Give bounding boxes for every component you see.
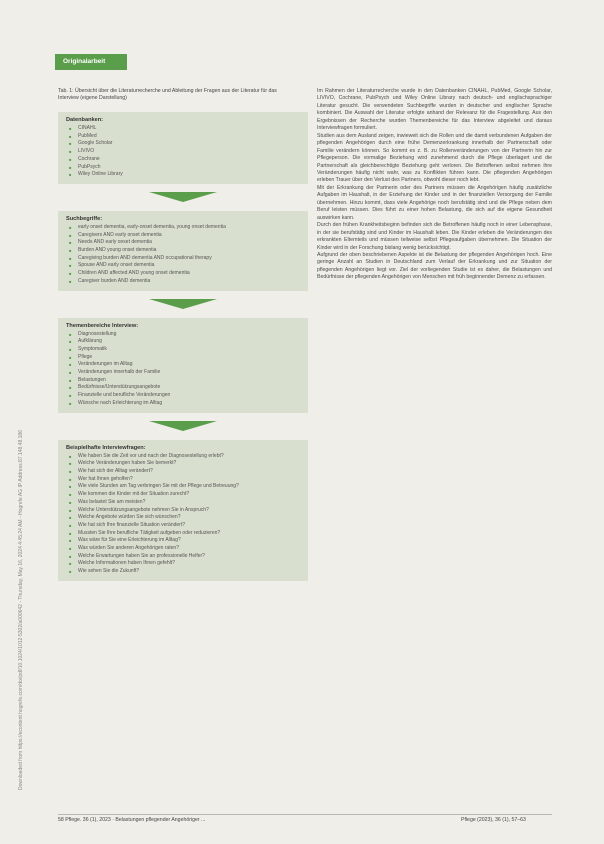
list-item: ■ Veränderungen innerhalb der Familie bbox=[78, 369, 302, 377]
list-item: ■ Wie kommen die Kinder mit der Situation zurecht? bbox=[78, 491, 302, 499]
down-arrow-icon bbox=[149, 192, 217, 202]
body-paragraph: Durch den frühen Krankheitsbeginn befinden sich die Betroffenen häufig noch in einer Lebensphase, in der sie berufstätig sind und Kinder im Haushalt leben. Die Kinder erleben die Veränderungen des erkrankten Elternteils und müssen teilweise selbst Pflegeaufgaben übernehmen. Die Situation der Kinder wird in der Forschung bislang wenig berücksichtigt. bbox=[317, 222, 552, 251]
body-paragraph: Mit der Erkrankung der Partnerin oder des Partners müssen die Angehörigen häufig zusätzliche Aufgaben im Haushalt, in der Erziehung der Kinder und in der finanziellen Versorgung der Familie übernehmen. Hinzu kommt, dass viele Angehörige noch berufstätig sind und die Pflege neben dem Beruf leisten müssen. Dies führt zu einer hohen Belastung, die sich auf die eigene Gesundheit auswirken kann. bbox=[317, 184, 552, 221]
list-item: ■ Veränderungen im Alltag bbox=[78, 361, 302, 369]
list-item: ■ Welche Unterstützungsangebote nehmen Sie in Anspruch? bbox=[78, 507, 302, 515]
body-text-column bbox=[317, 88, 552, 282]
list-item: ■ Diagnosestellung bbox=[78, 331, 302, 339]
list-item: ■ Belastungen bbox=[78, 377, 302, 385]
list-item: ■ Caregiving burden AND dementia AND occupational therapy bbox=[78, 255, 302, 263]
search-terms-list bbox=[66, 224, 302, 286]
interview-topics-box bbox=[58, 318, 308, 413]
box-title: Datenbanken: bbox=[66, 117, 103, 123]
list-item: ■ Children AND affected AND young onset dementia bbox=[78, 270, 302, 278]
list-item: ■ early onset dementia, early-onset dementia, young onset dementia bbox=[78, 224, 302, 232]
list-item: ■ Welche Informationen haben Ihnen gefehlt? bbox=[78, 560, 302, 568]
section-tag: Originalarbeit bbox=[55, 54, 127, 70]
list-item: ■ Wer hat Ihnen geholfen? bbox=[78, 476, 302, 484]
body-paragraph: Im Rahmen der Literaturrecherche wurde in den Datenbanken CINAHL, PubMed, Google Scholar, LIVIVO, Cochrane, PubPsych und Wiley Online Library nach deutsch- und englischsprachiger Literatur gesucht. Die verwendeten Suchbegriffe wurden in deutscher und englischer Sprache kombiniert. Die Auswahl der Literatur erfolgte anhand der Relevanz für die Fragestellung. Aus den Ergebnissen der Recherche wurden Themenbereiche für das Interview abgeleitet und daraus Interviewfragen formuliert. bbox=[317, 88, 552, 132]
list-item: ■ Spouse AND early onset dementia bbox=[78, 262, 302, 270]
list-item: ■ Pflege bbox=[78, 354, 302, 362]
list-item: ■ Finanzielle und berufliche Veränderungen bbox=[78, 392, 302, 400]
body-paragraph: Studien aus dem Ausland zeigen, inwieweit sich die Rollen und die damit verbundenen Aufgaben der pflegenden Angehörigen durch eine frühe Demenzerkrankung innerhalb der Partnerschaft oder Familie verändern können. So kommt es z. B. zu Rollenveränderungen von der Partnerin hin zur Pflegeperson. Die vormalige Beziehung wird zunehmend durch die Pflege überlagert und die Partnerschaft als gleichberechtigte Beziehung geht verloren. Die Betroffenen selbst nehmen ihre Veränderungen häufig nicht wahr, was zu Konflikten führen kann. Die pflegenden Angehörigen erleben Trauer über den Verlust des Partners, obwohl dieser noch lebt. bbox=[317, 132, 552, 184]
list-item: ■ Welche Erwartungen haben Sie an professionelle Helfer? bbox=[78, 553, 302, 561]
list-item: ■ Wie sehen Sie die Zukunft? bbox=[78, 568, 302, 576]
list-item: ■ Wie hat sich der Alltag verändert? bbox=[78, 468, 302, 476]
footer-citation: 58 Pflege. 36 (1), 2023 · Belastungen pflegender Angehöriger ... bbox=[58, 817, 206, 823]
down-arrow-icon bbox=[149, 299, 217, 309]
list-item: ■ Cochrane bbox=[78, 156, 302, 164]
list-item: ■ Wie viele Stunden am Tag verbringen Sie mit der Pflege und Betreuung? bbox=[78, 483, 302, 491]
databases-list bbox=[66, 125, 302, 179]
figure-column bbox=[58, 88, 308, 581]
list-item: ■ Welche Angebote würden Sie sich wünschen? bbox=[78, 514, 302, 522]
box-title: Beispielhafte Interviewfragen: bbox=[66, 444, 146, 451]
footer-divider bbox=[58, 814, 552, 815]
list-item: ■ CINAHL bbox=[78, 125, 302, 133]
list-item: ■ Mussten Sie Ihre berufliche Tätigkeit aufgeben oder reduzieren? bbox=[78, 530, 302, 538]
list-item: ■ Was belastet Sie am meisten? bbox=[78, 499, 302, 507]
interview-questions-list bbox=[66, 453, 302, 576]
body-paragraph: Aufgrund der oben beschriebenen Aspekte ist die Belastung der pflegenden Angehörigen hoch. Eine geringe Anzahl an Studien in Deutschland zum Verlauf der Erkrankung und zur Situation der pflegenden Angehörigen liegt vor. Ziel der vorliegenden Studie ist es daher, die Belastungen und Bedürfnisse der pflegenden Angehörigen von Menschen mit früh beginnender Demenz zu erfassen. bbox=[317, 251, 552, 281]
box-title: Themenbereiche Interview: bbox=[66, 322, 139, 329]
interview-topics-list bbox=[66, 331, 302, 408]
list-item: ■ Caregiver burden AND dementia bbox=[78, 278, 302, 286]
list-item: ■ Was wäre für Sie eine Erleichterung im Alltag? bbox=[78, 537, 302, 545]
list-item: ■ Symptomatik bbox=[78, 346, 302, 354]
list-item: ■ Burden AND young onset dementia bbox=[78, 247, 302, 255]
list-item: ■ Needs AND early onset dementia bbox=[78, 239, 302, 247]
down-arrow-icon bbox=[149, 421, 217, 431]
list-item: ■ Welche Veränderungen haben Sie bemerkt? bbox=[78, 460, 302, 468]
databases-box bbox=[58, 112, 308, 184]
list-item: ■ Wie hat sich Ihre finanzielle Situation verändert? bbox=[78, 522, 302, 530]
box-title: Suchbegriffe: bbox=[66, 215, 103, 222]
list-item: ■ PubPsych bbox=[78, 164, 302, 172]
list-item: ■ Wie haben Sie die Zeit vor und nach der Diagnosestellung erlebt? bbox=[78, 453, 302, 461]
list-item: ■ PubMed bbox=[78, 133, 302, 141]
table-caption: Tab. 1: Übersicht über die Literaturrecherche und Ableitung der Fragen aus der Literatur für das Interview (eigene Darstellung) bbox=[58, 88, 277, 101]
list-item: ■ Wünsche nach Erleichterung im Alltag bbox=[78, 400, 302, 408]
list-item: ■ Google Scholar bbox=[78, 140, 302, 148]
list-item: ■ Aufklärung bbox=[78, 338, 302, 346]
interview-questions-box bbox=[58, 440, 308, 581]
list-item: ■ Bedürfnisse/Unterstützungsangebote bbox=[78, 384, 302, 392]
list-item: ■ Was würden Sie anderen Angehörigen raten? bbox=[78, 545, 302, 553]
list-item: ■ Caregivers AND early onset dementia bbox=[78, 232, 302, 240]
download-watermark: Downloaded from https://econtent.hogrefe.com/doi/pdf/10.1024/1012-5302/a000642 - Thursday, May 16, 2024 4:45:24 AM - Hogrefe AG IP Address:87.148.48.186 bbox=[18, 430, 24, 790]
search-terms-box bbox=[58, 211, 308, 291]
footer-journal: Pflege (2023), 36 (1), 57–63 bbox=[461, 817, 526, 823]
list-item: ■ LIVIVO bbox=[78, 148, 302, 156]
list-item: ■ Wiley Online Library bbox=[78, 171, 302, 179]
